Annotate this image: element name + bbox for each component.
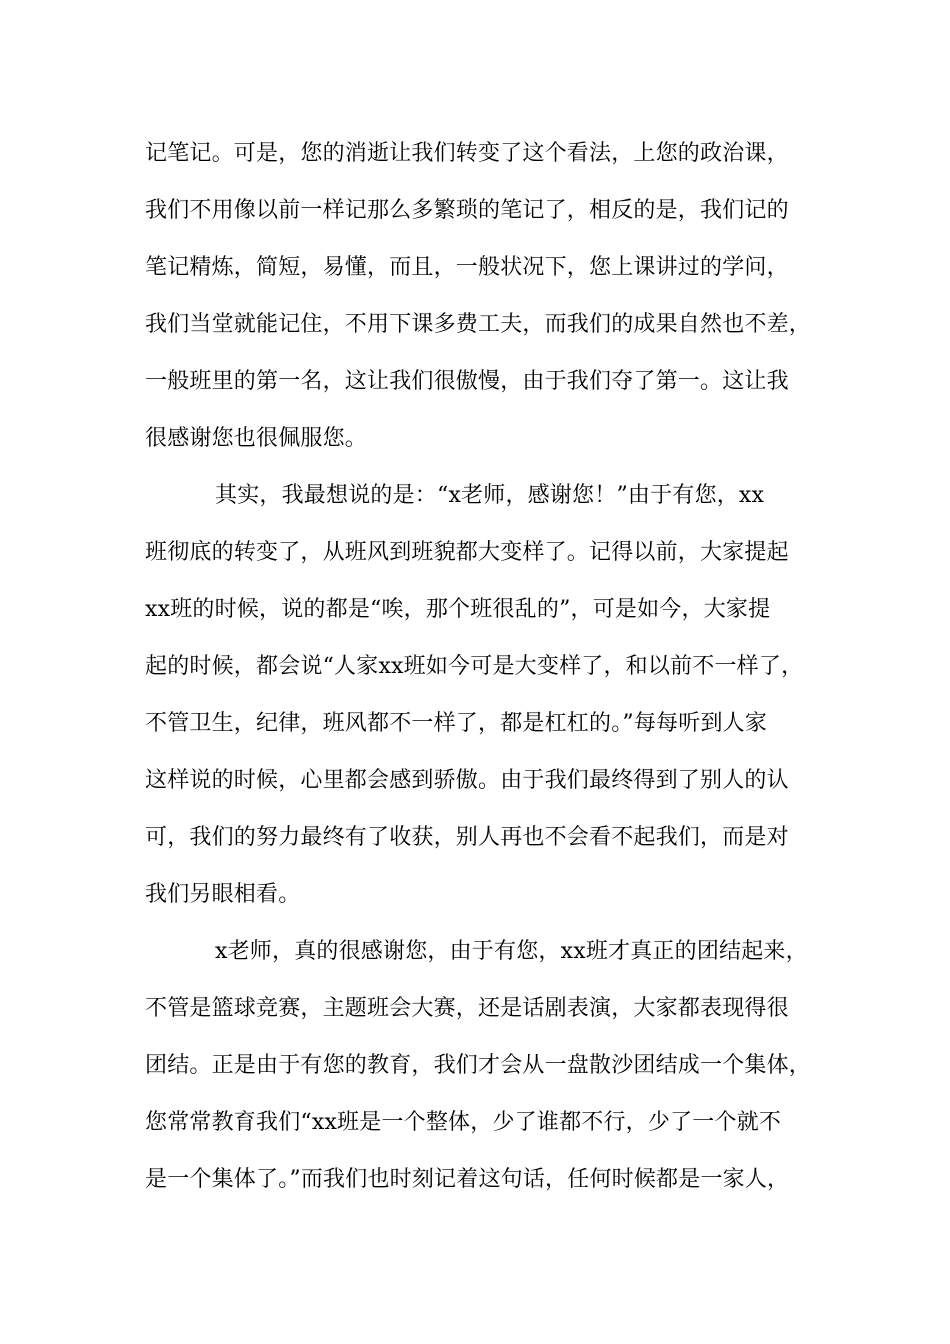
text-line: 这样说的时候，心里都会感到骄傲。由于我们最终得到了别人的认 (145, 768, 789, 793)
text-line: 不管是篮球竞赛，主题班会大赛，还是话剧表演，大家都表现得很 (145, 996, 789, 1021)
body-text (145, 132, 835, 1215)
text-line: 记笔记。可是，您的消逝让我们转变了这个看法，上您的政治课， (145, 141, 789, 166)
paragraph-start-line: x老师，真的很感谢您，由于有您，xx班才真正的团结起来， (215, 939, 808, 964)
text-line: 团结。正是由于有您的教育，我们才会从一盘散沙团结成一个集体， (145, 1053, 812, 1078)
text-line: 起的时候，都会说“人家xx班如今可是大变样了，和以前不一样了， (145, 654, 804, 679)
text-line: 我们另眼相看。 (145, 882, 301, 907)
text-line: 班彻底的转变了，从班风到班貌都大变样了。记得以前，大家提起 (145, 540, 789, 565)
text-line: 是一个集体了。”而我们也时刻记着这句话，任何时候都是一家人， (145, 1167, 790, 1192)
text-line: 我们当堂就能记住，不用下课多费工夫，而我们的成果自然也不差， (145, 312, 812, 337)
paragraph-start-line: 其实，我最想说的是：“x老师，感谢您！”由于有您，xx (215, 483, 765, 508)
text-line: 不管卫生，纪律，班风都不一样了，都是杠杠的。”每每听到人家 (145, 711, 768, 736)
text-line: 您常常教育我们“xx班是一个整体，少了谁都不行，少了一个就不 (145, 1110, 782, 1135)
text-line: xx班的时候，说的都是“唉，那个班很乱的”，可是如今，大家提 (145, 597, 771, 622)
text-line: 一般班里的第一名，这让我们很傲慢，由于我们夺了第一。这让我 (145, 369, 789, 394)
text-line: 很感谢您也很佩服您。 (145, 426, 368, 451)
text-line: 笔记精炼，简短，易懂，而且，一般状况下，您上课讲过的学问， (145, 255, 789, 280)
text-line: 可，我们的努力最终有了收获，别人再也不会看不起我们，而是对 (145, 825, 789, 850)
text-line: 我们不用像以前一样记那么多繁琐的笔记了，相反的是，我们记的 (145, 198, 789, 223)
